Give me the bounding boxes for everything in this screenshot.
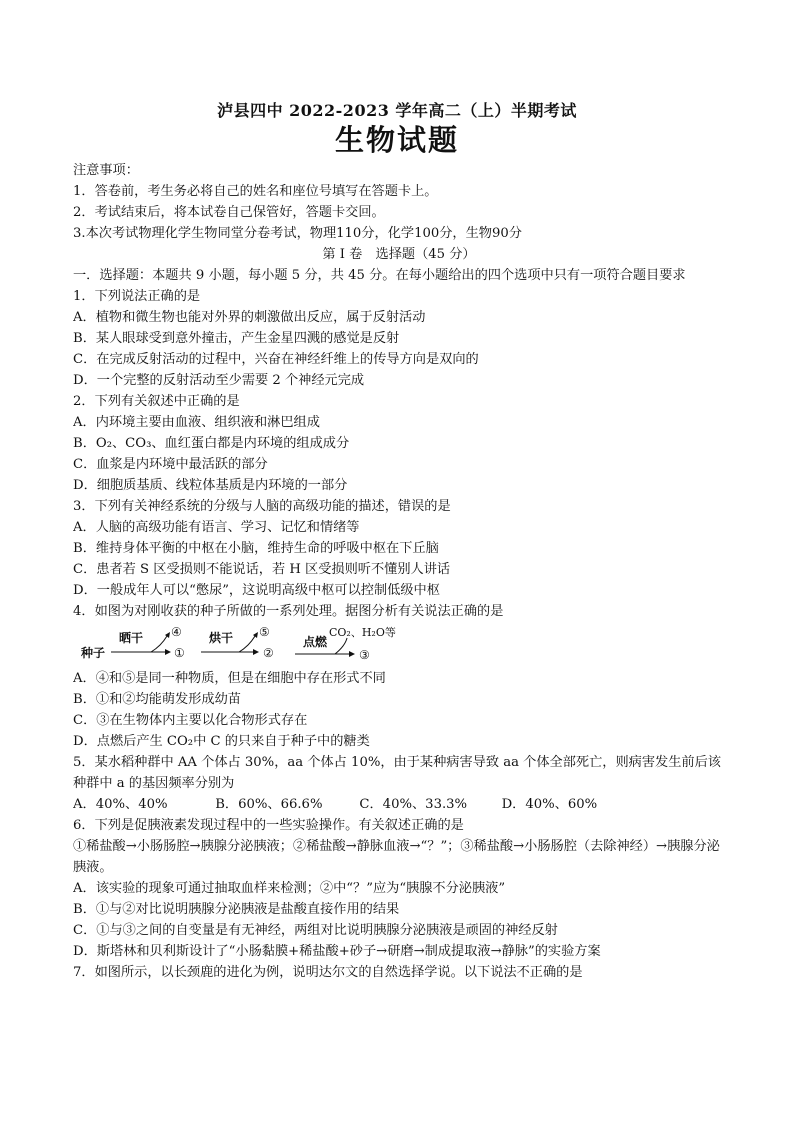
diagram-arrowhead-2 (253, 649, 259, 655)
diagram-branch-3 (335, 638, 347, 654)
question-option: C．①与③之间的自变量是有无神经，两组对比说明胰腺分泌胰液是顽固的神经反射 (73, 923, 558, 938)
question-stem: 2．下列有关叙述中正确的是 (73, 394, 240, 409)
seed-processing-svg (73, 624, 413, 664)
diagram-result-1: ① (174, 646, 185, 660)
seed-processing-diagram (73, 624, 725, 664)
exam-header: 泸县四中 2022-2023 学年高二（上）半期考试 (217, 101, 577, 120)
question-option: A．内环境主要由血液、组织液和淋巴组成 (73, 415, 320, 430)
question-option: C．在完成反射活动的过程中，兴奋在神经纤维上的传导方向是双向的 (73, 352, 479, 367)
diagram-branch-2 (239, 636, 255, 652)
diagram-arrowhead-3 (349, 651, 355, 657)
diagram-result-3: ③ (359, 648, 370, 662)
diagram-output-3: CO₂、H₂O等 (329, 626, 396, 639)
note-item: 3.本次考试物理化学生物同堂分卷考试，物理110分，化学100分，生物90分 (73, 226, 522, 241)
question-option: C．③在生物体内主要以化合物形式存在 (73, 713, 308, 728)
question-option: A．人脑的高级功能有语言、学习、记忆和情绪等 (73, 520, 360, 535)
exam-body (73, 160, 725, 983)
question-option: A．40%、40% (73, 797, 168, 812)
diagram-branch-1 (151, 636, 167, 652)
diagram-output-2: ⑤ (259, 625, 270, 639)
question-stem: 7．如图所示，以长颈鹿的进化为例，说明达尔文的自然选择学说。以下说法不正确的是 (73, 965, 583, 980)
question-option: C．40%、33.3% (359, 797, 468, 812)
question-option: D．一般成年人可以“憋尿”，这说明高级中枢可以控制低级中枢 (73, 583, 440, 598)
diagram-output-1: ④ (171, 625, 182, 639)
note-item: 2．考试结束后，将本试卷自己保管好，答题卡交回。 (73, 205, 385, 220)
question-option: B．某人眼球受到意外撞击，产生金星四溅的感觉是反射 (73, 331, 400, 346)
question-inline-options (73, 794, 725, 815)
question-option: B．O₂、CO₃、血红蛋白都是内环境的组成成分 (73, 436, 350, 451)
question-stem: 4．如图为对刚收获的种子所做的一系列处理。据图分析有关说法正确的是 (73, 604, 504, 619)
question-option: B．维持身体平衡的中枢在小脑，维持生命的呼吸中枢在下丘脑 (73, 541, 439, 556)
question-option: D．40%、60% (501, 797, 598, 812)
question-stem-detail: ①稀盐酸→小肠肠腔→胰腺分泌胰液；②稀盐酸→静脉血液→“？”；③稀盐酸→小肠肠腔（去除神经）→胰腺分泌胰液。 (73, 839, 720, 875)
question-option: D．一个完整的反射活动至少需要 2 个神经元完成 (73, 373, 365, 388)
question-option: B．①与②对比说明胰腺分泌胰液是盐酸直接作用的结果 (73, 902, 400, 917)
notes-heading: 注意事项： (73, 163, 139, 178)
note-item: 1．答卷前，考生务必将自己的姓名和座位号填写在答题卡上。 (73, 184, 438, 199)
question-option: B．60%、66.6% (215, 797, 323, 812)
diagram-step3-label: 点燃 (303, 635, 328, 649)
section-instructions: 一．选择题：本题共 9 小题，每小题 5 分，共 45 分。在每小题给出的四个选项中只有一项符合题目要求 (73, 268, 686, 283)
diagram-step1-label: 晒干 (119, 631, 144, 645)
question-stem: 1．下列说法正确的是 (73, 289, 201, 304)
question-option: A．植物和微生物也能对外界的刺激做出反应，属于反射活动 (73, 310, 426, 325)
exam-subject-title: 生物试题 (334, 123, 459, 157)
question-option: D．点燃后产生 CO₂中 C 的只来自于种子中的糖类 (73, 734, 370, 749)
question-option: C．患者若 S 区受损则不能说话，若 H 区受损则听不懂别人讲话 (73, 562, 451, 577)
diagram-step2-label: 烘干 (209, 631, 234, 645)
question-option: D．细胞质基质、线粒体基质是内环境的一部分 (73, 478, 348, 493)
question-stem: 5．某水稻种群中 AA 个体占 30%，aa 个体占 10%，由于某种病害导致 aa 个体全部死亡，则病害发生前后该种群中 a 的基因频率分别为 (73, 755, 721, 791)
question-option: B．①和②均能萌发形成幼苗 (73, 692, 241, 707)
question-stem: 6．下列是促胰液素发现过程中的一些实验操作。有关叙述正确的是 (73, 818, 464, 833)
diagram-result-2: ② (263, 646, 274, 660)
section-title: 第 I 卷 选择题（45 分） (322, 247, 476, 262)
question-stem: 3．下列有关神经系统的分级与人脑的高级功能的描述，错误的是 (73, 499, 451, 514)
question-option: A．④和⑤是同一种物质，但是在细胞中存在形式不同 (73, 671, 386, 686)
question-option: C．血浆是内环境中最活跃的部分 (73, 457, 268, 472)
diagram-arrowhead-1 (165, 649, 171, 655)
question-option: D．斯塔林和贝利斯设计了“小肠黏膜+稀盐酸+砂子→研磨→制成提取液→静脉”的实验方案 (73, 944, 601, 959)
question-option: A．该实验的现象可通过抽取血样来检测；②中“？”应为“胰腺不分泌胰液” (73, 881, 506, 896)
diagram-seed-label: 种子 (81, 646, 106, 660)
